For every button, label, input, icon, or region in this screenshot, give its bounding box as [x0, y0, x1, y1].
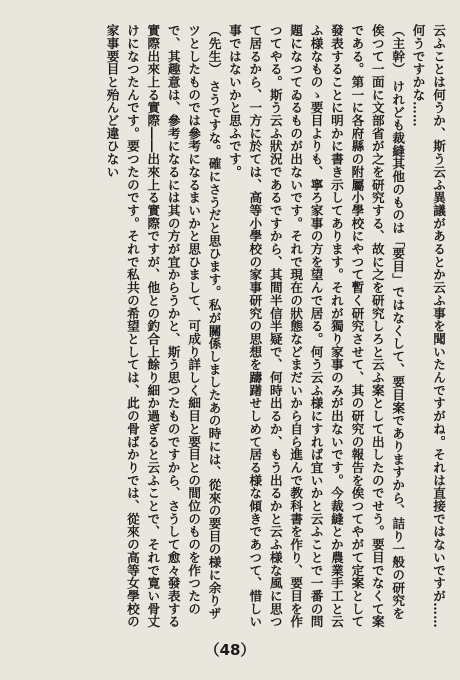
speaker-label: （主幹） [390, 24, 406, 76]
paragraph-teacher [101, 24, 223, 632]
paragraph-text: 云ふことは何うか、斯う云ふ異議があるとか云ふ事を聞いたんですがね。それは直接ではないですが……何うですかな…… [410, 24, 446, 628]
paragraph-editor [224, 24, 408, 632]
vertical-text-body [12, 24, 448, 632]
paragraph-continuation [407, 24, 448, 632]
paragraph-text: さうですな。確にさうだと思ひます。私が關係しましたあの時には、從來の要目の様に余りザツとしたものでは參考になるまいかと思ひまして、可成り詳しく細目と要目との間位のものを作つたので、其趣意は、參考になるには其の方が宜からうかと、斯う思つたものですから、さうして愈々發表する實際出來上る實際――出來上る實際ですが、他との釣合上餘り細か過ぎると云ふことで、それで寛い骨丈けになつたんです。要つたのです。それで私共の希望としては、此の骨ばかりでは、從來の高等女學校の家事要目と殆んど違ひない [104, 24, 222, 628]
page-number: （48） [204, 641, 256, 659]
speaker-label: （先生） [206, 24, 222, 76]
paragraph-text: けれども裁縫其他のものは「要目」ではなくして、要目案でありますから、詰り一般の研究を俟つて一面に文部省が之を研究する、故に之を研究しろと云ふ案として出したのでせう。要目でなくて案である。第一に各府縣の附屬小學校にやつて暫く研究させて、其の研究の報告を俟つてやがて定案として發表することに明かに書き示してあります。それが獨り家事のみが出ないです。今裁縫とか農業手工と云ふ様なものゝ要目よりも、寧ろ家事の方を望んで居る。何う云ふ様にすれば宜いかと云ふことで一番の問題になつてゐるものが出ないです。それで現在の狀態などまだいから自ら進んで教科書を作り、要目を作つてやる。斯う云ふ狀況であるですから、其間半信半疑で、何時出るか、もう出るかと云ふ様な風に思つて居るから、一方に於ては、高等小學校の家事研究の思想を躊躇せしめて居る様な傾きであつて、惜しい事ではないかと思ふです。 [226, 24, 406, 628]
